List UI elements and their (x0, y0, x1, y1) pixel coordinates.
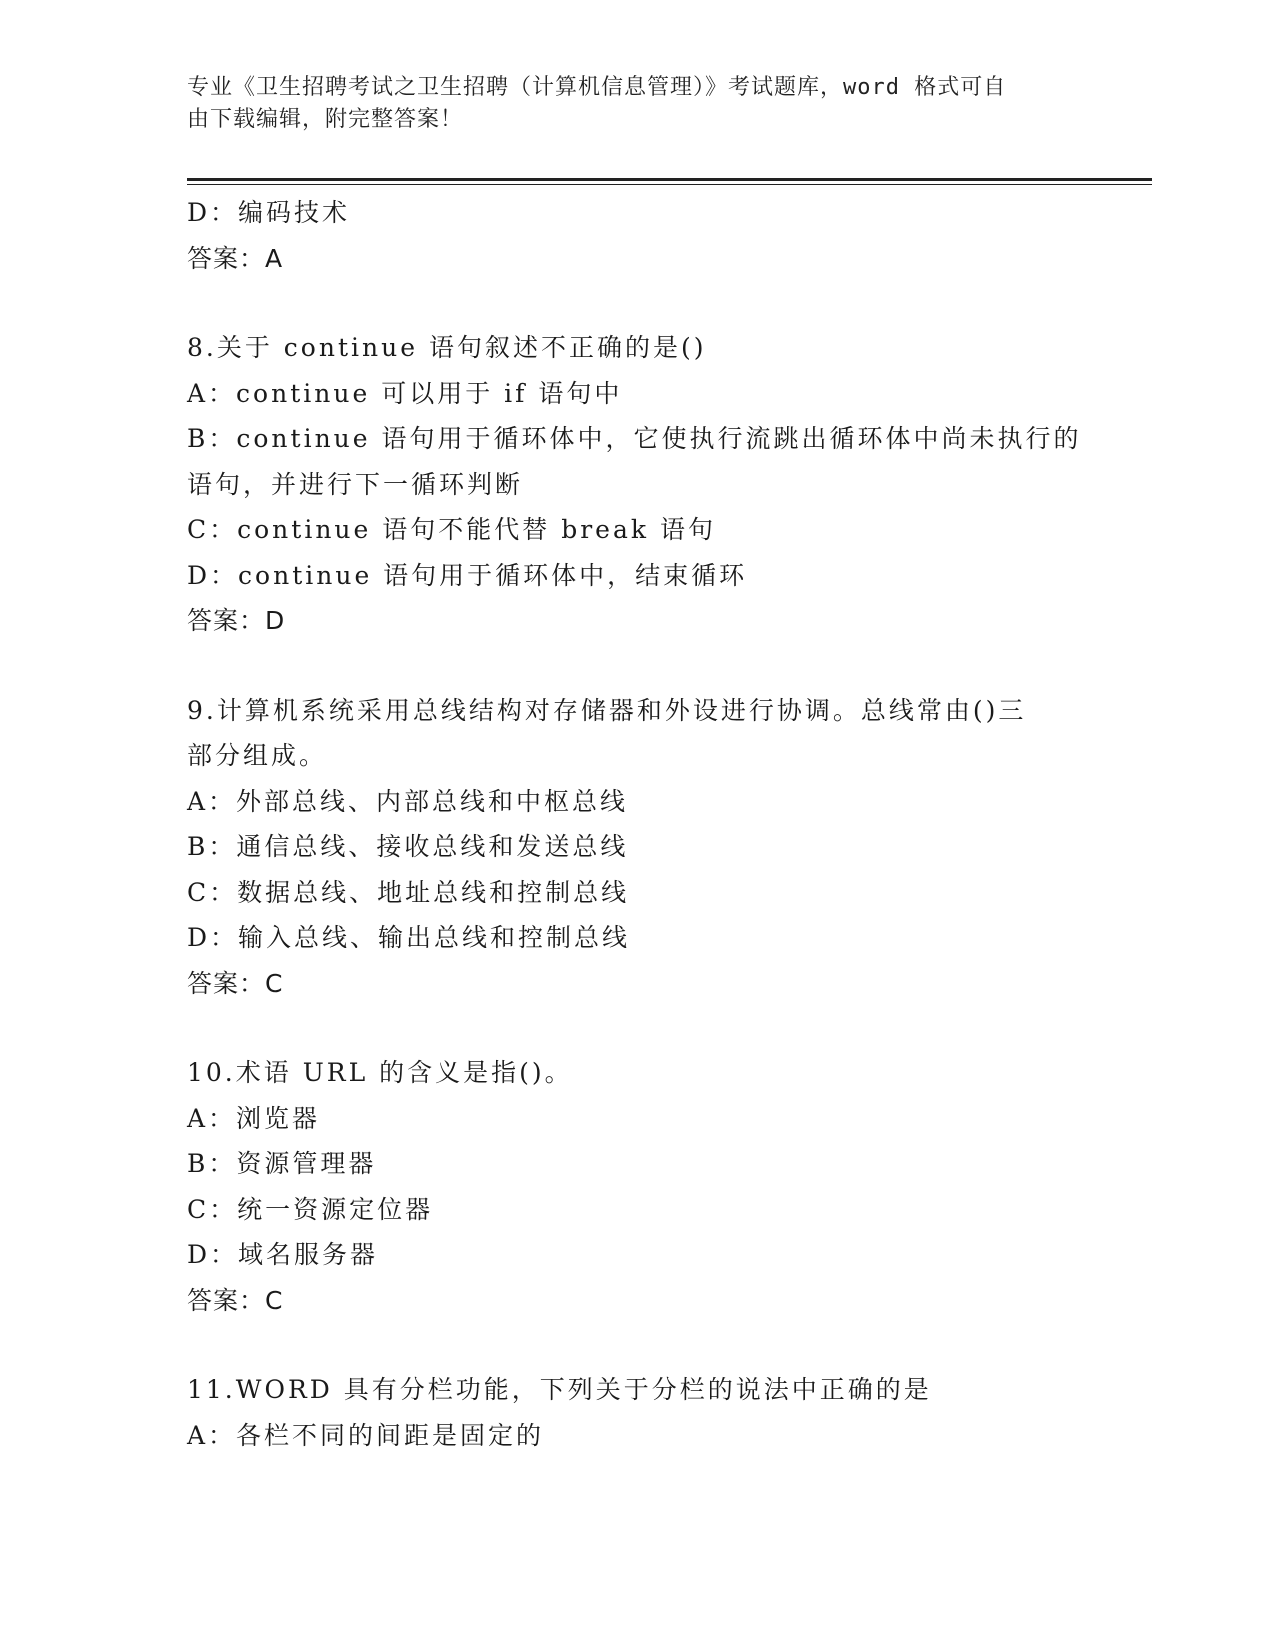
q11-option-a: A：各栏不同的间距是固定的 (187, 1420, 545, 1450)
page-header (187, 72, 1067, 136)
q10-question: 10.术语 URL 的含义是指()。 (187, 1058, 573, 1087)
header-line-2: 由下载编辑，附完整答案！ (187, 107, 464, 132)
q9-option-b: B：通信总线、接收总线和发送总线 (187, 832, 629, 861)
q8-option-d: D：continue 语句用于循环体中，结束循环 (187, 560, 748, 590)
q8-option-c: C：continue 语句不能代替 break 语句 (187, 515, 716, 544)
q10-option-c: C：统一资源定位器 (187, 1194, 434, 1224)
spacer (187, 1323, 1087, 1367)
q7-option-d: D：编码技术 (187, 198, 351, 227)
q8-question: 8.关于 continue 语句叙述不正确的是() (187, 333, 707, 362)
header-rule-thin (187, 184, 1152, 185)
q9-answer: 答案：C (187, 968, 284, 998)
q9-question-line2: 部分组成。 (187, 741, 328, 770)
question-content (187, 190, 1087, 1458)
q8-option-b-line1: B：continue 语句用于循环体中，它使执行流跳出循环体中尚未执行的 (187, 424, 1082, 453)
header-line-1: 专业《卫生招聘考试之卫生招聘（计算机信息管理）》考试题库，word 格式可自 (187, 75, 1007, 100)
spacer (187, 644, 1087, 688)
q9-option-d: D：输入总线、输出总线和控制总线 (187, 923, 631, 952)
q8-option-a: A：continue 可以用于 if 语句中 (187, 378, 623, 408)
q10-option-d: D：域名服务器 (187, 1240, 379, 1269)
q7-answer: 答案：A (187, 243, 284, 273)
header-rule-thick (187, 178, 1152, 181)
q10-option-a: A：浏览器 (187, 1103, 321, 1133)
q9-question-line1: 9.计算机系统采用总线结构对存储器和外设进行协调。总线常由()三 (187, 695, 1027, 725)
q10-option-b: B：资源管理器 (187, 1149, 377, 1178)
spacer (187, 281, 1087, 325)
q8-answer: 答案：D (187, 606, 286, 635)
q8-option-b-line2: 语句，并进行下一循环判断 (187, 469, 524, 499)
q9-option-a: A：外部总线、内部总线和中枢总线 (187, 786, 629, 816)
q9-option-c: C：数据总线、地址总线和控制总线 (187, 877, 630, 907)
spacer (187, 1006, 1087, 1050)
q10-answer: 答案：C (187, 1285, 284, 1315)
q11-question: 11.WORD 具有分栏功能，下列关于分栏的说法中正确的是 (187, 1375, 932, 1404)
